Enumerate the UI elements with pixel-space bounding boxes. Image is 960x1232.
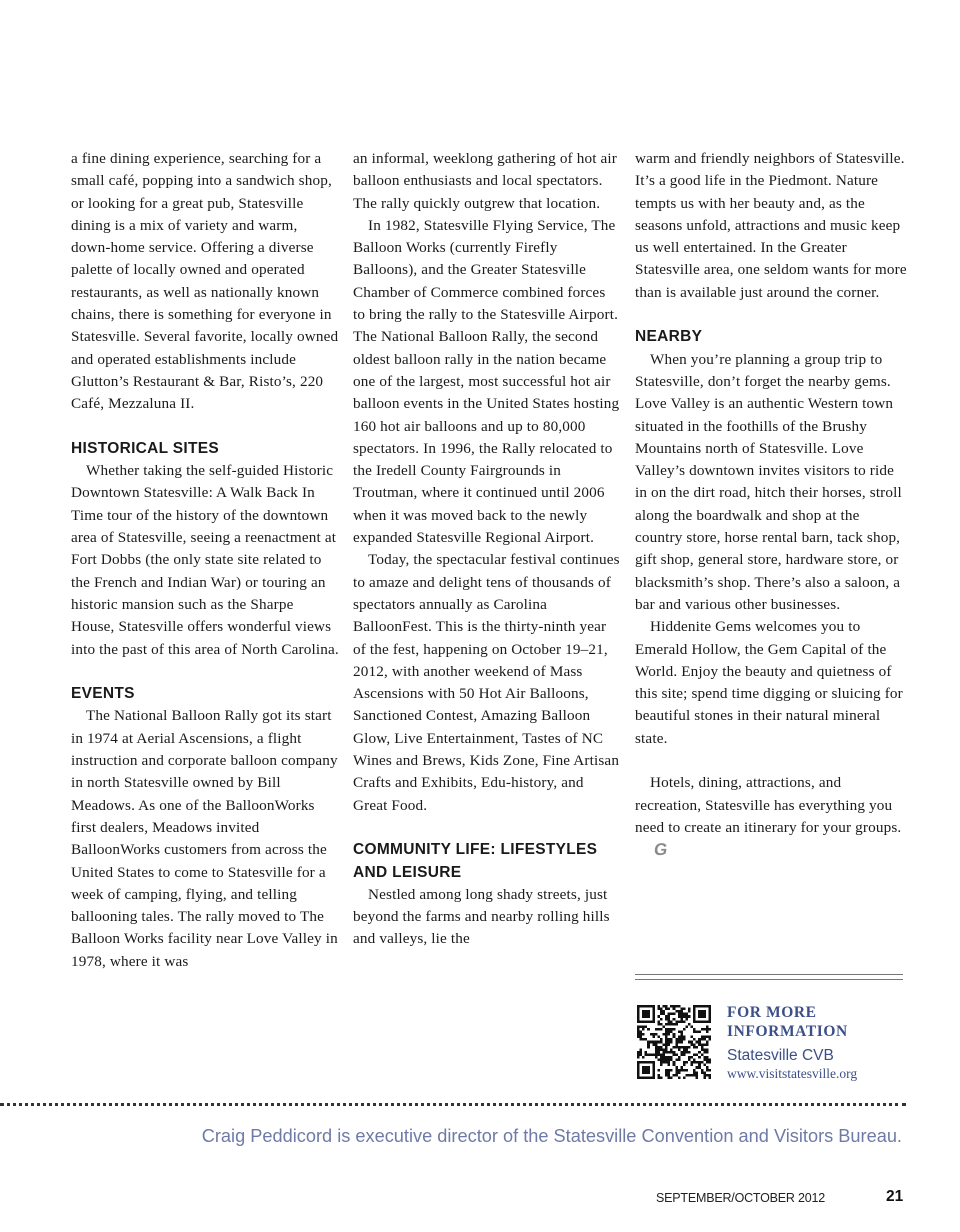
heading-events: EVENTS (71, 685, 135, 703)
author-bio: Craig Peddicord is executive director of the Statesville Convention and Visitors Bureau. (201, 1126, 902, 1146)
paragraph-community: Nestled among long shady streets, just beyond the farms and nearby rolling hills and valleys, lie the (353, 885, 610, 948)
article-column-2 (353, 148, 621, 951)
article-column-1 (71, 148, 339, 973)
heading-nearby: NEARBY (635, 328, 703, 346)
heading-community-life: COMMUNITY LIFE: LIFESTYLES AND LEISURE (353, 841, 598, 881)
paragraph-rally-origin: an informal, weeklong gathering of hot air balloon enthusiasts and local spectators. The rally quickly outgrew that location. (353, 150, 617, 212)
info-divider-bottom (635, 979, 903, 980)
dotted-divider (0, 1103, 906, 1106)
issue-date: SEPTEMBER/OCTOBER 2012 (656, 1191, 826, 1205)
paragraph-events: The National Balloon Rally got its start in 1974 at Aerial Ascensions, a flight instruction and corporate balloon company in north Statesville owned by Bill Meadows. As one of the BalloonWorks first dealers, Meadows invited BalloonWorks customers from across the United States to come to Statesville for a week of camping, flying, and telling ballooning tales. The rally moved to The Balloon Works facility near Love Valley in 1978, where it was (71, 707, 338, 970)
paragraph-closing (635, 772, 907, 862)
heading-historical-sites: HISTORICAL SITES (71, 439, 220, 457)
organization-name: Statesville CVB (727, 1047, 834, 1064)
paragraph-spacer (635, 750, 907, 772)
paragraph-balloonfest: Today, the spectacular festival continues to amaze and delight tens of thousands of spectators annually as Carolina BalloonFest. This is the thirty-ninth year of the fest, happening on October 19–21, 2012, with another weekend of Mass Ascensions with 50 Hot Air Balloons, Sanctioned Contest, Amazing Balloon Glow, Live Entertainment, Tastes of NC Wines and Brews, Kids Zone, Fine Artisan Crafts and Exhibits, Edu-history, and Great Food. (353, 551, 620, 814)
paragraph-neighbors: warm and friendly neighbors of Statesville. It’s a good life in the Piedmont. Nature tempts us with her beauty and, as the seasons unfold, attractions and music keep us well entertained. In the Greater Statesville area, one seldom wants for more than is available just around the corner. (635, 150, 907, 301)
info-divider-top (635, 974, 903, 975)
paragraph-historical: Whether taking the self-guided Historic Downtown Statesville: A Walk Back In Time tour of the history of the downtown area of Statesville, seeing a reenactment at Fort Dobbs (the only state site related to the French and Indian War) or touring an historic mansion such as the Sharpe House, Statesville offers wonderful views into the past of this area of North Carolina. (71, 462, 339, 658)
more-info-heading (727, 1003, 907, 1041)
end-mark-icon: G (652, 840, 669, 860)
more-info-heading-line1: FOR MORE (727, 1004, 817, 1021)
paragraph-hiddenite: Hiddenite Gems welcomes you to Emerald Hollow, the Gem Capital of the World. Enjoy the beauty and quietness of this site; spend time digging or sluicing for beautiful stones in their natural mineral state. (635, 618, 903, 747)
closing-text: Hotels, dining, attractions, and recreation, Statesville has everything you need to create an itinerary for your groups. (635, 774, 902, 836)
page-number: 21 (886, 1188, 904, 1205)
more-info-heading-line2: INFORMATION (727, 1023, 848, 1040)
paragraph-dining: a fine dining experience, searching for a small café, popping into a sandwich shop, or looking for a great pub, Statesville dining is a mix of variety and warm, down-home service. Offering a diverse palette of locally owned and operated restaurants, as well as nationally known chains, there is something for everyone in Statesville. Several favorite, locally owned and operated establishments include Glutton’s Restaurant & Bar, Risto’s, 220 Café, Mezzaluna II. (71, 150, 339, 413)
article-column-3 (635, 148, 907, 863)
website-link[interactable]: www.visitstatesville.org (727, 1066, 858, 1081)
paragraph-rally-1982: In 1982, Statesville Flying Service, The Balloon Works (currently Firefly Balloons), and the Greater Statesville Chamber of Commerce combined forces to bring the rally to the Statesville Airport. The National Balloon Rally, the second oldest balloon rally in the nation became one of the largest, most successful hot air balloon events in the United States hosting 160 hot air balloons and up to 80,000 spectators. In 1996, the Rally relocated to the Iredell County Fairgrounds in Troutman, where it continued until 2006 when it was moved back to the newly expanded Statesville Regional Airport. (353, 216, 620, 547)
paragraph-love-valley: When you’re planning a group trip to Statesville, don’t forget the nearby gems. Love Valley is an authentic Western town situated in the foothills of the Brushy Mountains north of Statesville. Love Valley’s downtown invites visitors to ride in on the dirt road, hitch their horses, stroll along the boardwalk and shop at the country store, horse rental barn, tack shop, gift shop, general store, hardware store, or blacksmith’s shop. There’s also a saloon, a bar and various other businesses. (635, 350, 902, 613)
more-info-box (727, 1003, 907, 1082)
qr-code-icon[interactable] (637, 1005, 711, 1079)
